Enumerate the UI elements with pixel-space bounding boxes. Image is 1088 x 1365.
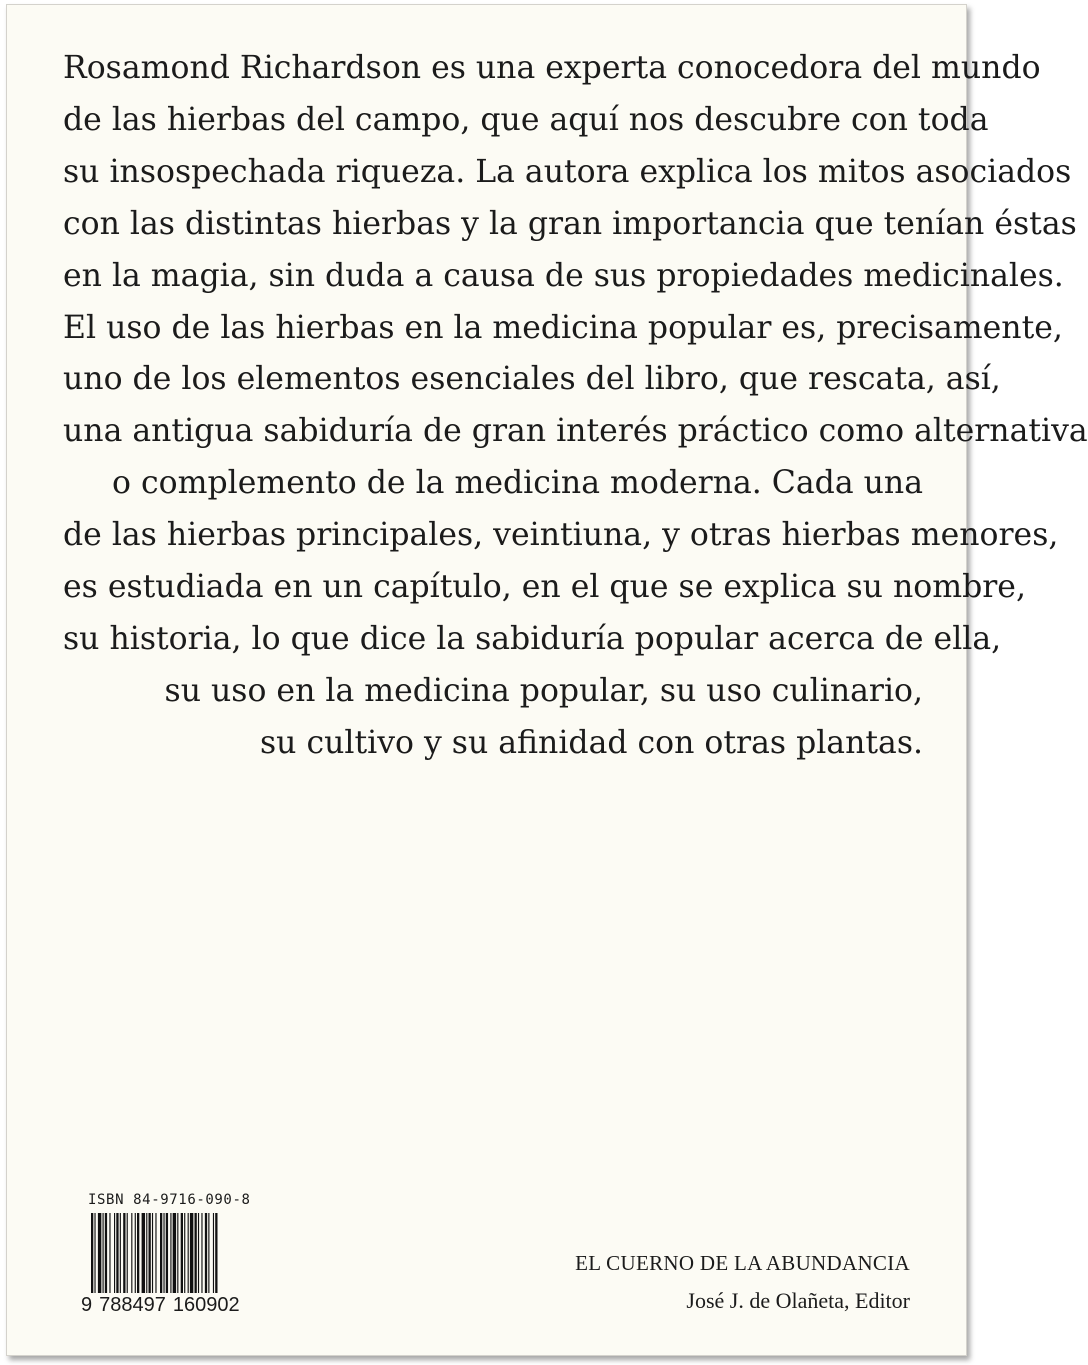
blurb-line: de las hierbas del campo, que aquí nos descubre con toda xyxy=(63,101,989,138)
isbn-barcode xyxy=(81,1192,259,1320)
blurb-line: El uso de las hierbas en la medicina popular es, precisamente, xyxy=(63,309,1063,346)
barcode-bars xyxy=(91,1213,257,1293)
publisher-name: José J. de Olañeta, Editor xyxy=(686,1288,910,1313)
blurb-line: es estudiada en un capítulo, en el que se explica su nombre, xyxy=(63,569,1026,606)
blurb-line: con las distintas hierbas y la gran importancia que tenían éstas xyxy=(63,205,1077,242)
blurb-line: su insospechada riqueza. La autora explica los mitos asociados xyxy=(63,153,1072,190)
barcode-left-digits: 788497 xyxy=(99,1294,166,1316)
blurb-line: en la magia, sin duda a causa de sus propiedades medicinales. xyxy=(63,257,1064,294)
barcode-digits xyxy=(81,1294,259,1317)
blurb-text xyxy=(63,43,1088,770)
blurb-line: su cultivo y su afinidad con otras plantas. xyxy=(260,724,923,761)
blurb-line: una antigua sabiduría de gran interés práctico como alternativa xyxy=(63,413,1088,450)
book-back-cover xyxy=(6,4,1088,1356)
blurb-line: su uso en la medicina popular, su uso culinario, xyxy=(164,672,923,709)
barcode-lead-digit: 9 xyxy=(81,1294,93,1316)
blurb-line: o complemento de la medicina moderna. Cada una xyxy=(112,465,923,502)
publisher-block xyxy=(575,1251,910,1314)
series-title: EL CUERNO DE LA ABUNDANCIA xyxy=(575,1251,910,1275)
blurb-line: de las hierbas principales, veintiuna, y otras hierbas menores, xyxy=(63,517,1059,554)
isbn-label: ISBN 84-9716-090-8 xyxy=(88,1192,251,1208)
barcode-right-digits: 160902 xyxy=(172,1294,240,1316)
blurb-line: uno de los elementos esenciales del libro, que rescata, así, xyxy=(63,361,1001,398)
blurb-line: su historia, lo que dice la sabiduría popular acerca de ella, xyxy=(63,620,1002,657)
blurb-line: Rosamond Richardson es una experta conocedora del mundo xyxy=(63,50,1041,86)
